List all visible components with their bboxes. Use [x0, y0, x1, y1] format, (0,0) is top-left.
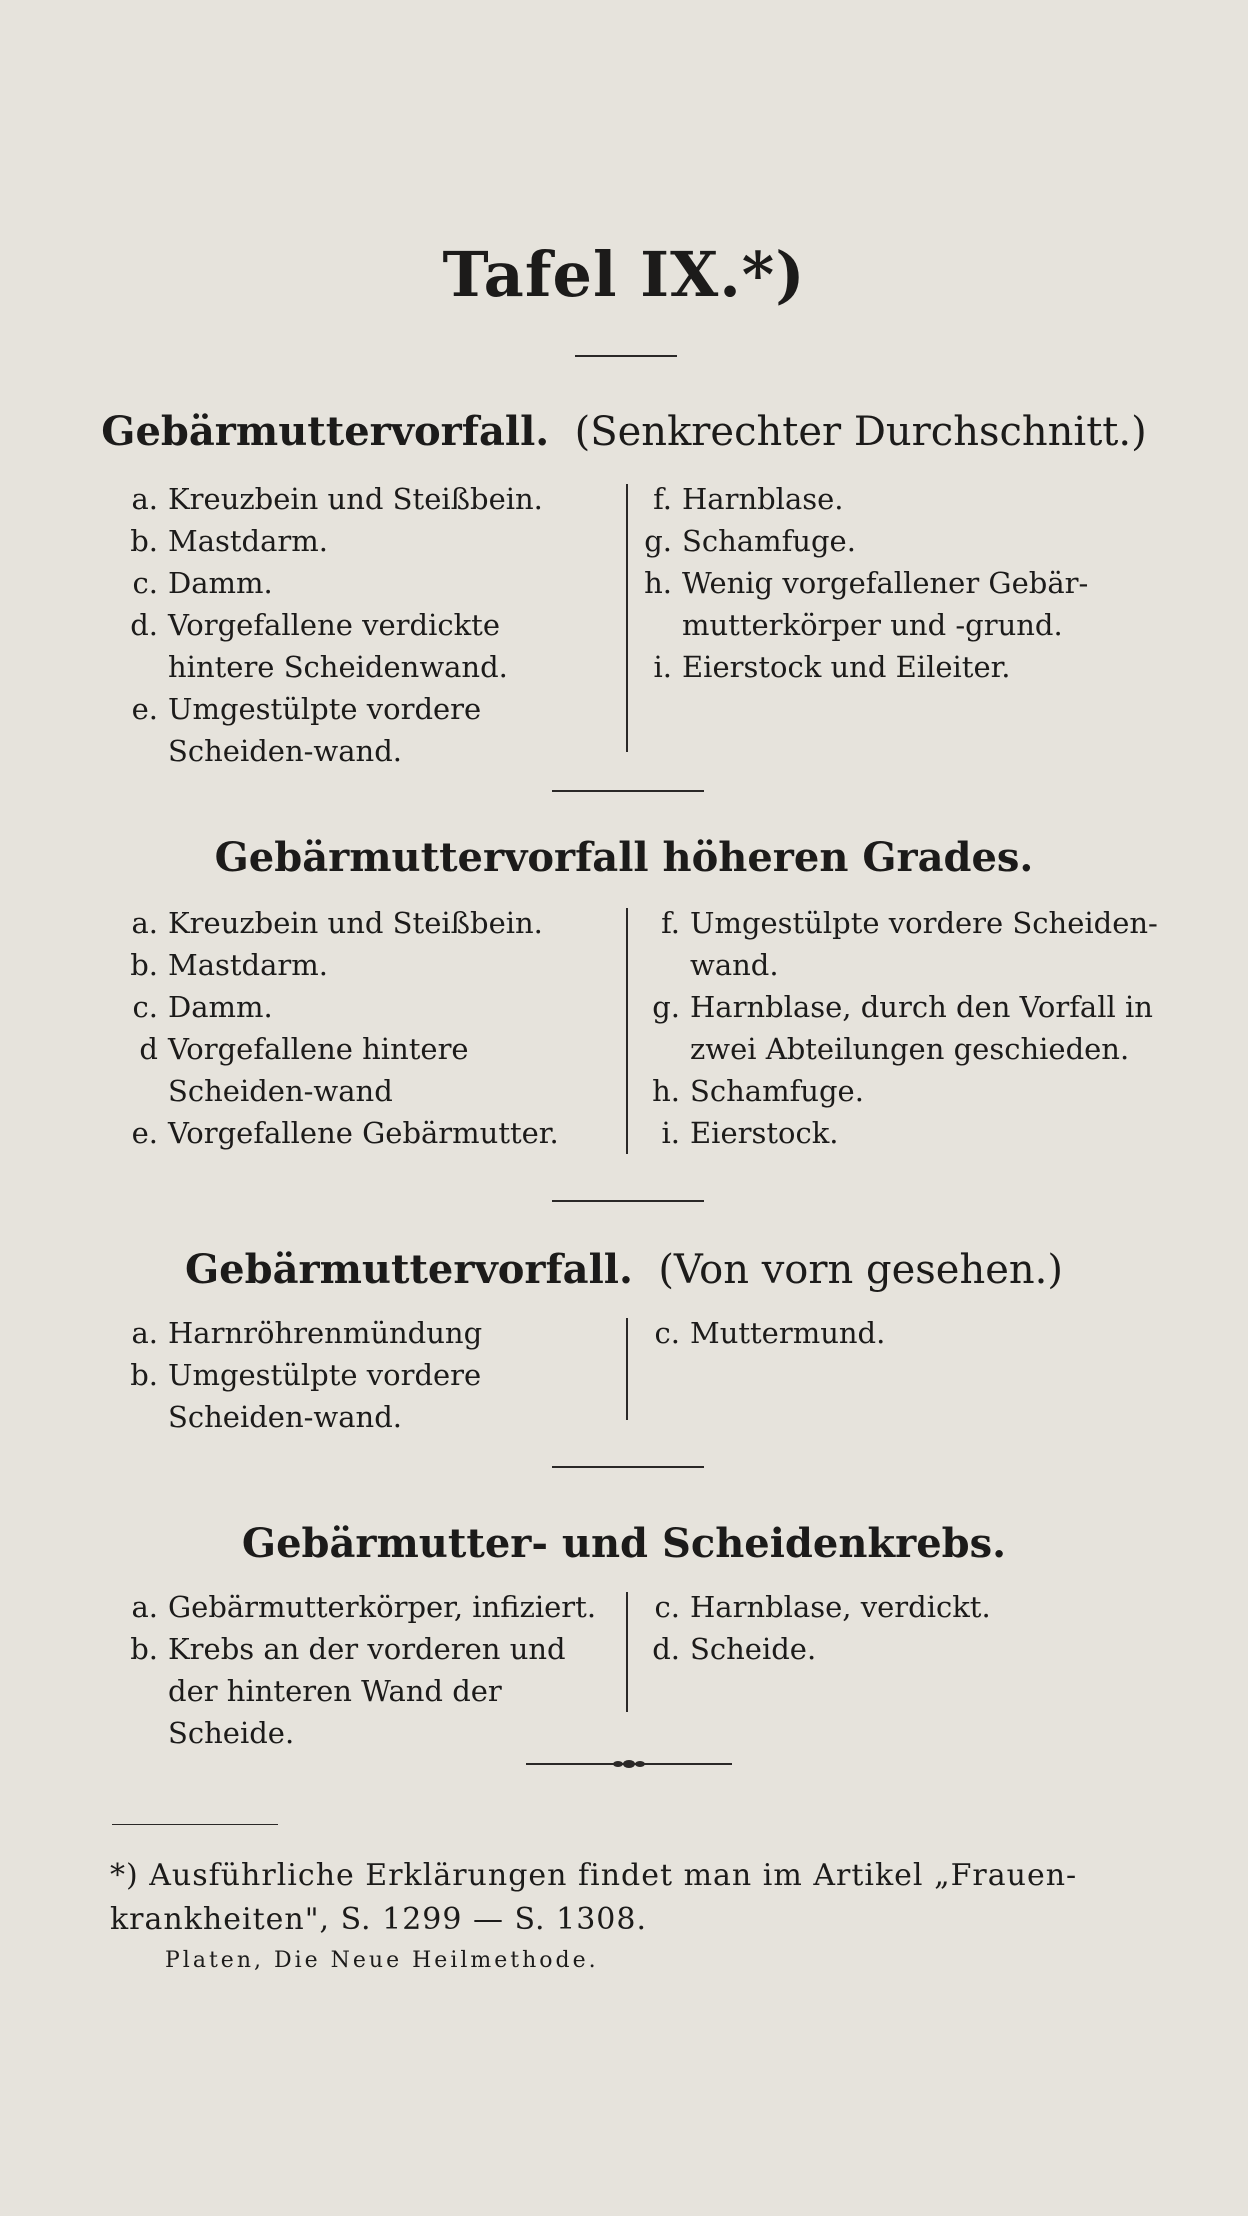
divider	[552, 790, 704, 792]
column-divider	[626, 908, 628, 1154]
legend-column-right	[640, 902, 1160, 1154]
legend-item: a. Kreuzbein und Steißbein.	[131, 482, 543, 516]
column-divider	[626, 1592, 628, 1712]
legend-item: f. Harnblase.	[653, 482, 844, 516]
legend-column-right	[640, 1312, 1160, 1354]
legend-item: i. Eierstock und Eileiter.	[653, 650, 1011, 684]
legend-column-left	[118, 1586, 606, 1754]
legend-item: f. Umgestülpte vordere Scheiden-wand.	[661, 906, 1158, 982]
footer-source: Platen, Die Neue Heilmethode.	[165, 1948, 599, 1973]
legend-item: e. Umgestülpte vordere Scheiden-wand.	[131, 692, 482, 768]
divider	[575, 355, 677, 357]
footnote: *) Ausführliche Erklärungen findet man im Artikel „Frauen-krankheiten", S. 1299 — S. 1308.	[110, 1858, 1078, 1937]
section-heading: Gebärmutter- und Scheidenkrebs.	[241, 1520, 1007, 1567]
column-divider	[626, 1318, 628, 1420]
page-title: Tafel IX.*)	[442, 238, 806, 311]
legend-item: e. Vorgefallene Gebärmutter.	[131, 1116, 559, 1150]
legend-item: c. Damm.	[132, 990, 273, 1024]
legend-item: h. Schamfuge.	[652, 1074, 864, 1108]
legend-item: d. Vorgefallene verdickte hintere Scheidenwand.	[130, 608, 508, 684]
legend-item: a. Kreuzbein und Steißbein.	[131, 906, 543, 940]
legend-item: i. Eierstock.	[661, 1116, 839, 1150]
divider	[552, 1200, 704, 1202]
legend-item: c. Harnblase, verdickt.	[654, 1590, 991, 1624]
column-divider	[626, 484, 628, 752]
legend-column-left	[118, 1312, 606, 1438]
legend-item: a. Harnröhrenmündung	[131, 1316, 483, 1350]
legend-item: c. Damm.	[132, 566, 273, 600]
legend-item: d. Scheide.	[652, 1632, 817, 1666]
legend-item: b. Krebs an der vorderen und der hinteren Wand der Scheide.	[130, 1632, 566, 1750]
legend-column-left	[118, 902, 606, 1154]
section-heading: Gebärmuttervorfall höheren Grades.	[214, 834, 1034, 881]
legend-item: g. Schamfuge.	[644, 524, 856, 558]
legend-item: d Vorgefallene hintere Scheiden-wand	[139, 1032, 469, 1108]
legend-item: b. Umgestülpte vordere Scheiden-wand.	[130, 1358, 482, 1434]
legend-item: g. Harnblase, durch den Vorfall in zwei Abteilungen geschieden.	[652, 990, 1153, 1066]
divider	[552, 1466, 704, 1468]
section-heading: Gebärmuttervorfall. (Senkrechter Durchschnitt.)	[101, 408, 1147, 455]
section-heading: Gebärmuttervorfall. (Von vorn gesehen.)	[185, 1246, 1063, 1293]
legend-column-left	[118, 478, 606, 772]
legend-column-right	[640, 1586, 1160, 1670]
ornament-divider	[526, 1760, 732, 1768]
legend-item: b. Mastdarm.	[130, 524, 328, 558]
legend-item: b. Mastdarm.	[130, 948, 328, 982]
legend-item: c. Muttermund.	[654, 1316, 886, 1350]
legend-column-right	[632, 478, 1152, 688]
legend-item: a. Gebärmutterkörper, infiziert.	[131, 1590, 597, 1624]
legend-item: h. Wenig vorgefallener Gebär-mutterkörper und -grund.	[644, 566, 1089, 642]
footnote-rule	[112, 1824, 278, 1825]
